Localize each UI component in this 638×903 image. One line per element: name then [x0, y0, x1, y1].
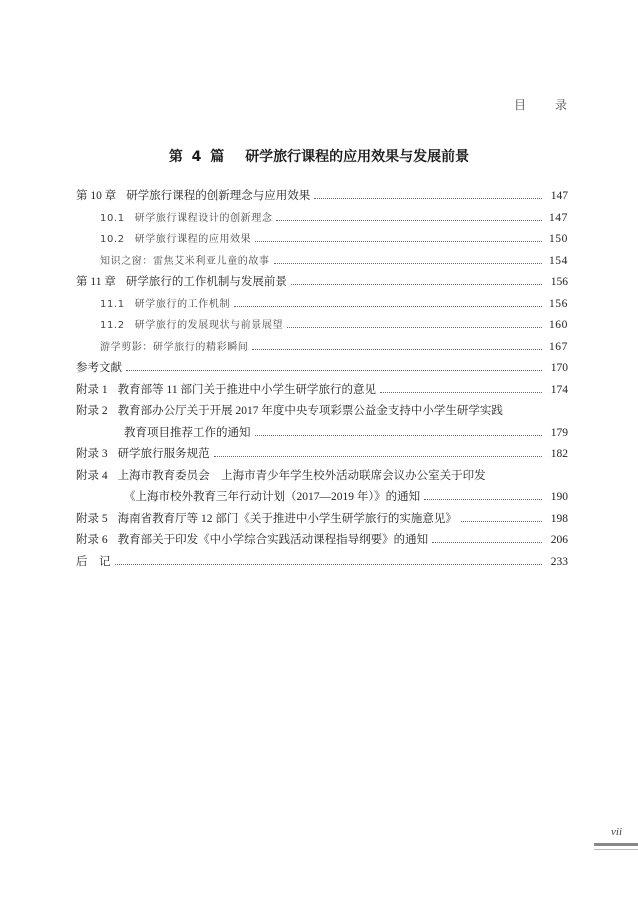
- toc-entry-label: 附录 4: [76, 469, 108, 482]
- toc-leader-dots: [424, 499, 542, 500]
- toc-leader-dots: [291, 284, 542, 285]
- part-number: 第 4 篇: [168, 149, 227, 165]
- toc-entry-page: 167: [548, 340, 568, 353]
- toc-entry-title: 研学旅行课程的创新理念与应用效果: [126, 190, 311, 202]
- toc-entry-title: 《上海市校外教育三年行动计划（2017—2019 年）》的通知: [124, 491, 421, 503]
- toc-entry-title: 研学旅行的工作机制: [134, 298, 231, 310]
- toc-entry-page: 198: [550, 512, 568, 525]
- toc-leader-dots: [126, 370, 542, 371]
- toc-entry-label: 10.2: [100, 234, 125, 245]
- toc-entry-page: 206: [550, 534, 568, 546]
- running-header: [490, 96, 568, 113]
- toc-entry-title: 研学旅行的发展现状与前景展望: [134, 320, 284, 331]
- toc-entry-title: 研学旅行课程的应用效果: [134, 234, 252, 245]
- toc-entry-title: 游学剪影：研学旅行的精彩瞬间: [100, 341, 249, 353]
- toc-entry[interactable]: [76, 381, 568, 403]
- header-left: 目: [513, 98, 527, 112]
- toc-entry-page: 156: [550, 276, 568, 288]
- footer-bar: [594, 843, 638, 846]
- toc-entry-title: 参考文献: [76, 362, 122, 374]
- toc-entry[interactable]: [76, 467, 568, 489]
- header-right: 录: [554, 98, 568, 112]
- toc-entry[interactable]: [76, 553, 568, 575]
- toc-entry-label: 附录 3: [76, 448, 108, 460]
- toc-entry-label: 11.1: [100, 298, 125, 310]
- toc-entry-page: 156: [548, 297, 568, 310]
- toc-entry[interactable]: [76, 273, 568, 295]
- toc-entry-title: 海南省教育厅等 12 部门《关于推进中小学生研学旅行的实施意见》: [117, 512, 457, 525]
- toc-entry-title: 教育部关于印发《中小学综合实践活动课程指导纲要》的通知: [117, 534, 429, 546]
- toc-leader-dots: [274, 263, 542, 264]
- toc-entry[interactable]: [76, 424, 568, 446]
- toc-entry-label: 附录 5: [76, 512, 108, 525]
- footer-rule: [594, 849, 638, 850]
- toc-entry-page: 160: [548, 319, 568, 331]
- part-title: [0, 146, 638, 166]
- toc-entry[interactable]: [76, 252, 568, 274]
- toc-entry-title: 上海市教育委员会 上海市青少年学生校外活动联席会议办公室关于印发: [117, 469, 486, 482]
- table-of-contents: [76, 187, 568, 574]
- toc-entry[interactable]: [76, 316, 568, 338]
- toc-entry-title: 研学旅行服务规范: [117, 448, 210, 460]
- toc-entry[interactable]: [76, 209, 568, 231]
- toc-entry[interactable]: [76, 488, 568, 510]
- toc-entry-title: 研学旅行课程设计的创新理念: [134, 212, 273, 224]
- toc-entry-title: 研学旅行的工作机制与发展前景: [125, 276, 287, 288]
- toc-leader-dots: [255, 241, 542, 242]
- toc-entry-label: 附录 6: [76, 534, 108, 546]
- part-title-text: 研学旅行课程的应用效果与发展前景: [245, 149, 470, 165]
- toc-leader-dots: [287, 327, 542, 328]
- toc-leader-dots: [214, 456, 542, 457]
- toc-entry-title: 教育项目推荐工作的通知: [124, 426, 251, 439]
- toc-entry[interactable]: [76, 402, 568, 424]
- toc-leader-dots: [115, 564, 543, 565]
- toc-leader-dots: [432, 542, 542, 543]
- toc-entry-label: 附录 1: [76, 383, 108, 396]
- toc-entry-page: 147: [548, 211, 568, 224]
- toc-entry[interactable]: [76, 445, 568, 467]
- toc-entry[interactable]: [76, 230, 568, 252]
- toc-entry-page: 154: [548, 254, 568, 267]
- toc-entry-page: 170: [550, 362, 568, 374]
- toc-entry-label: 第 11 章: [76, 276, 116, 288]
- toc-entry-page: 174: [550, 383, 568, 396]
- toc-entry[interactable]: [76, 338, 568, 360]
- toc-entry-page: 179: [550, 426, 568, 439]
- toc-entry-page: 182: [550, 448, 568, 460]
- page-number: vii: [611, 826, 622, 838]
- toc-leader-dots: [255, 435, 543, 436]
- toc-entry[interactable]: [76, 531, 568, 553]
- toc-entry[interactable]: [76, 295, 568, 317]
- toc-entry-page: 147: [550, 190, 568, 202]
- toc-entry-title: 教育部等 11 部门关于推进中小学生研学旅行的意见: [117, 383, 376, 396]
- toc-entry-label: 附录 2: [76, 405, 108, 417]
- toc-entry-label: 第 10 章: [76, 190, 117, 202]
- toc-entry[interactable]: [76, 359, 568, 381]
- toc-entry-label: 11.2: [100, 320, 125, 331]
- toc-entry-title: 知识之窗：雷焦艾米利亚儿童的故事: [100, 255, 270, 267]
- toc-entry-title: 后 记: [76, 555, 111, 568]
- toc-entry-page: 233: [550, 555, 568, 568]
- toc-entry-label: 10.1: [100, 212, 125, 224]
- toc-leader-dots: [314, 198, 542, 199]
- toc-leader-dots: [380, 392, 542, 393]
- toc-leader-dots: [461, 521, 542, 522]
- toc-entry[interactable]: [76, 187, 568, 209]
- toc-leader-dots: [234, 306, 542, 307]
- toc-entry-page: 150: [548, 233, 568, 245]
- toc-entry-page: 190: [550, 491, 568, 503]
- toc-leader-dots: [252, 349, 542, 350]
- toc-entry-title: 教育部办公厅关于开展 2017 年度中央专项彩票公益金支持中小学生研学实践: [117, 405, 503, 417]
- toc-leader-dots: [276, 220, 542, 221]
- toc-entry[interactable]: [76, 510, 568, 532]
